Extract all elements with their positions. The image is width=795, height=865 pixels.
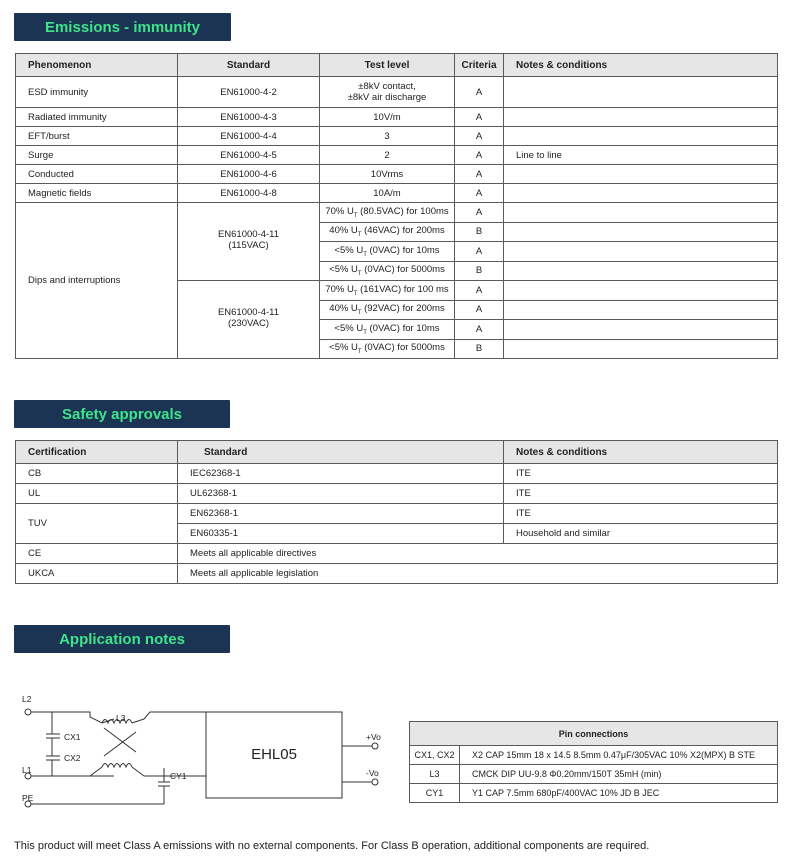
col-criteria: Criteria <box>455 54 504 77</box>
table-row <box>16 504 778 524</box>
table-row <box>410 746 778 765</box>
standard-cell: UL62368-1 <box>178 484 504 504</box>
notes-cell: Household and similar <box>504 524 778 544</box>
table-row <box>410 765 778 784</box>
l3-label: L3 <box>116 713 126 723</box>
section-title-emissions: Emissions - immunity <box>14 13 231 41</box>
standard-cell: EN62368-1 <box>178 504 504 524</box>
pin-ref-cell: CX1, CX2 <box>410 746 460 765</box>
test-level-cell: 40% $U_T$ (46VAC) for 200ms <box>320 222 455 242</box>
phenomenon-cell: Magnetic fields <box>16 184 178 203</box>
test-level-cell: 10Vrms <box>320 165 455 184</box>
test-level-cell: <5% $U_T$ (0VAC) for 5000ms <box>320 339 455 359</box>
standard-cell: EN61000-4-5 <box>178 146 320 165</box>
footer-note: This product will meet Class A emissions with no external components. For Class B operation, additional components are required. <box>14 840 650 852</box>
phenomenon-cell: Radiated immunity <box>16 108 178 127</box>
section-title-safety: Safety approvals <box>14 400 230 428</box>
table-row <box>16 108 778 127</box>
standard-cell: EN61000-4-2 <box>178 77 320 108</box>
notes-cell <box>504 281 778 301</box>
standard-cell: EN61000-4-11 (230VAC) <box>178 281 320 359</box>
criteria-cell: B <box>455 261 504 281</box>
table-row <box>16 484 778 504</box>
table-row <box>410 784 778 803</box>
table-row <box>16 203 778 223</box>
criteria-cell: A <box>455 300 504 320</box>
criteria-cell: A <box>455 242 504 262</box>
notes-cell: Line to line <box>504 146 778 165</box>
test-level-cell: ±8kV contact, ±8kV air discharge <box>320 77 455 108</box>
table-row <box>16 564 778 584</box>
vo-plus-terminal <box>372 743 378 749</box>
col-standard: Standard <box>178 54 320 77</box>
table-row <box>16 77 778 108</box>
vo-plus-label: +Vo <box>366 732 381 742</box>
test-level-cell: 3 <box>320 127 455 146</box>
notes-cell: ITE <box>504 484 778 504</box>
notes-cell <box>504 165 778 184</box>
pin-desc-cell: X2 CAP 15mm 18 x 14.5 8.5mm 0.47μF/305VAC 10% X2(MPX) B STE <box>460 746 778 765</box>
standard-cell: EN60335-1 <box>178 524 504 544</box>
criteria-cell: B <box>455 339 504 359</box>
phenomenon-cell: Dips and interruptions <box>16 203 178 359</box>
standard-cell: EN61000-4-3 <box>178 108 320 127</box>
pin-connections-table <box>409 721 778 803</box>
pin-connections-title: Pin connections <box>410 722 778 746</box>
criteria-cell: A <box>455 77 504 108</box>
device-label: EHL05 <box>251 746 297 763</box>
cy1-label: CY1 <box>170 771 187 781</box>
criteria-cell: A <box>455 320 504 340</box>
pe-label: PE <box>22 793 34 803</box>
notes-cell <box>504 184 778 203</box>
standard-cell: EN61000-4-4 <box>178 127 320 146</box>
pin-ref-cell: L3 <box>410 765 460 784</box>
phenomenon-cell: Surge <box>16 146 178 165</box>
criteria-cell: A <box>455 203 504 223</box>
notes-cell <box>504 261 778 281</box>
l2-label: L2 <box>22 694 32 704</box>
phenomenon-cell: EFT/burst <box>16 127 178 146</box>
cert-cell: UKCA <box>16 564 178 584</box>
notes-cell <box>504 222 778 242</box>
col-certification: Certification <box>16 441 178 464</box>
col-notes: Notes & conditions <box>504 54 778 77</box>
table-row <box>16 127 778 146</box>
standard-cell: Meets all applicable legislation <box>178 564 778 584</box>
cert-cell: CE <box>16 544 178 564</box>
criteria-cell: B <box>455 222 504 242</box>
cert-cell: CB <box>16 464 178 484</box>
pin-ref-cell: CY1 <box>410 784 460 803</box>
section-title-application: Application notes <box>14 625 230 653</box>
criteria-cell: A <box>455 281 504 301</box>
criteria-cell: A <box>455 165 504 184</box>
criteria-cell: A <box>455 184 504 203</box>
standard-cell: Meets all applicable directives <box>178 544 778 564</box>
table-row <box>16 165 778 184</box>
cert-cell: TUV <box>16 504 178 544</box>
vo-minus-terminal <box>372 779 378 785</box>
test-level-cell: 10A/m <box>320 184 455 203</box>
standard-cell: EN61000-4-11 (115VAC) <box>178 203 320 281</box>
test-level-cell: <5% $U_T$ (0VAC) for 10ms <box>320 320 455 340</box>
l2-terminal <box>25 709 31 715</box>
notes-cell <box>504 127 778 146</box>
test-level-cell: <5% $U_T$ (0VAC) for 10ms <box>320 242 455 262</box>
standard-cell: EN61000-4-8 <box>178 184 320 203</box>
notes-cell <box>504 320 778 340</box>
safety-header-row <box>16 441 778 464</box>
table-row <box>16 464 778 484</box>
col-notes: Notes & conditions <box>504 441 778 464</box>
test-level-cell: 70% $U_T$ (161VAC) for 100 ms <box>320 281 455 301</box>
standard-cell: IEC62368-1 <box>178 464 504 484</box>
test-level-cell: 10V/m <box>320 108 455 127</box>
safety-table <box>15 440 778 584</box>
notes-cell <box>504 203 778 223</box>
notes-cell <box>504 242 778 262</box>
notes-cell <box>504 77 778 108</box>
notes-cell <box>504 300 778 320</box>
notes-cell <box>504 108 778 127</box>
test-level-cell: 70% $U_T$ (80.5VAC) for 100ms <box>320 203 455 223</box>
criteria-cell: A <box>455 108 504 127</box>
col-standard: Standard <box>178 441 504 464</box>
col-phenomenon: Phenomenon <box>16 54 178 77</box>
table-row <box>16 146 778 165</box>
immunity-table <box>15 53 778 359</box>
table-row <box>16 544 778 564</box>
l1-label: L1 <box>22 765 32 775</box>
test-level-cell: 40% $U_T$ (92VAC) for 200ms <box>320 300 455 320</box>
pin-desc-cell: Y1 CAP 7.5mm 680pF/400VAC 10% JD B JEC <box>460 784 778 803</box>
table-row <box>16 184 778 203</box>
pin-header-row <box>410 722 778 746</box>
immunity-header-row <box>16 54 778 77</box>
cx2-label: CX2 <box>64 753 81 763</box>
phenomenon-cell: ESD immunity <box>16 77 178 108</box>
cert-cell: UL <box>16 484 178 504</box>
notes-cell <box>504 339 778 359</box>
pin-desc-cell: CMCK DIP UU-9.8 Φ0.20mm/150T 35mH (min) <box>460 765 778 784</box>
vo-minus-label: -Vo <box>366 768 379 778</box>
notes-cell: ITE <box>504 504 778 524</box>
notes-cell: ITE <box>504 464 778 484</box>
test-level-cell: <5% $U_T$ (0VAC) for 5000ms <box>320 261 455 281</box>
criteria-cell: A <box>455 146 504 165</box>
col-test-level: Test level <box>320 54 455 77</box>
test-level-cell: 2 <box>320 146 455 165</box>
criteria-cell: A <box>455 127 504 146</box>
phenomenon-cell: Conducted <box>16 165 178 184</box>
cx1-label: CX1 <box>64 732 81 742</box>
application-schematic <box>14 690 394 810</box>
standard-cell: EN61000-4-6 <box>178 165 320 184</box>
